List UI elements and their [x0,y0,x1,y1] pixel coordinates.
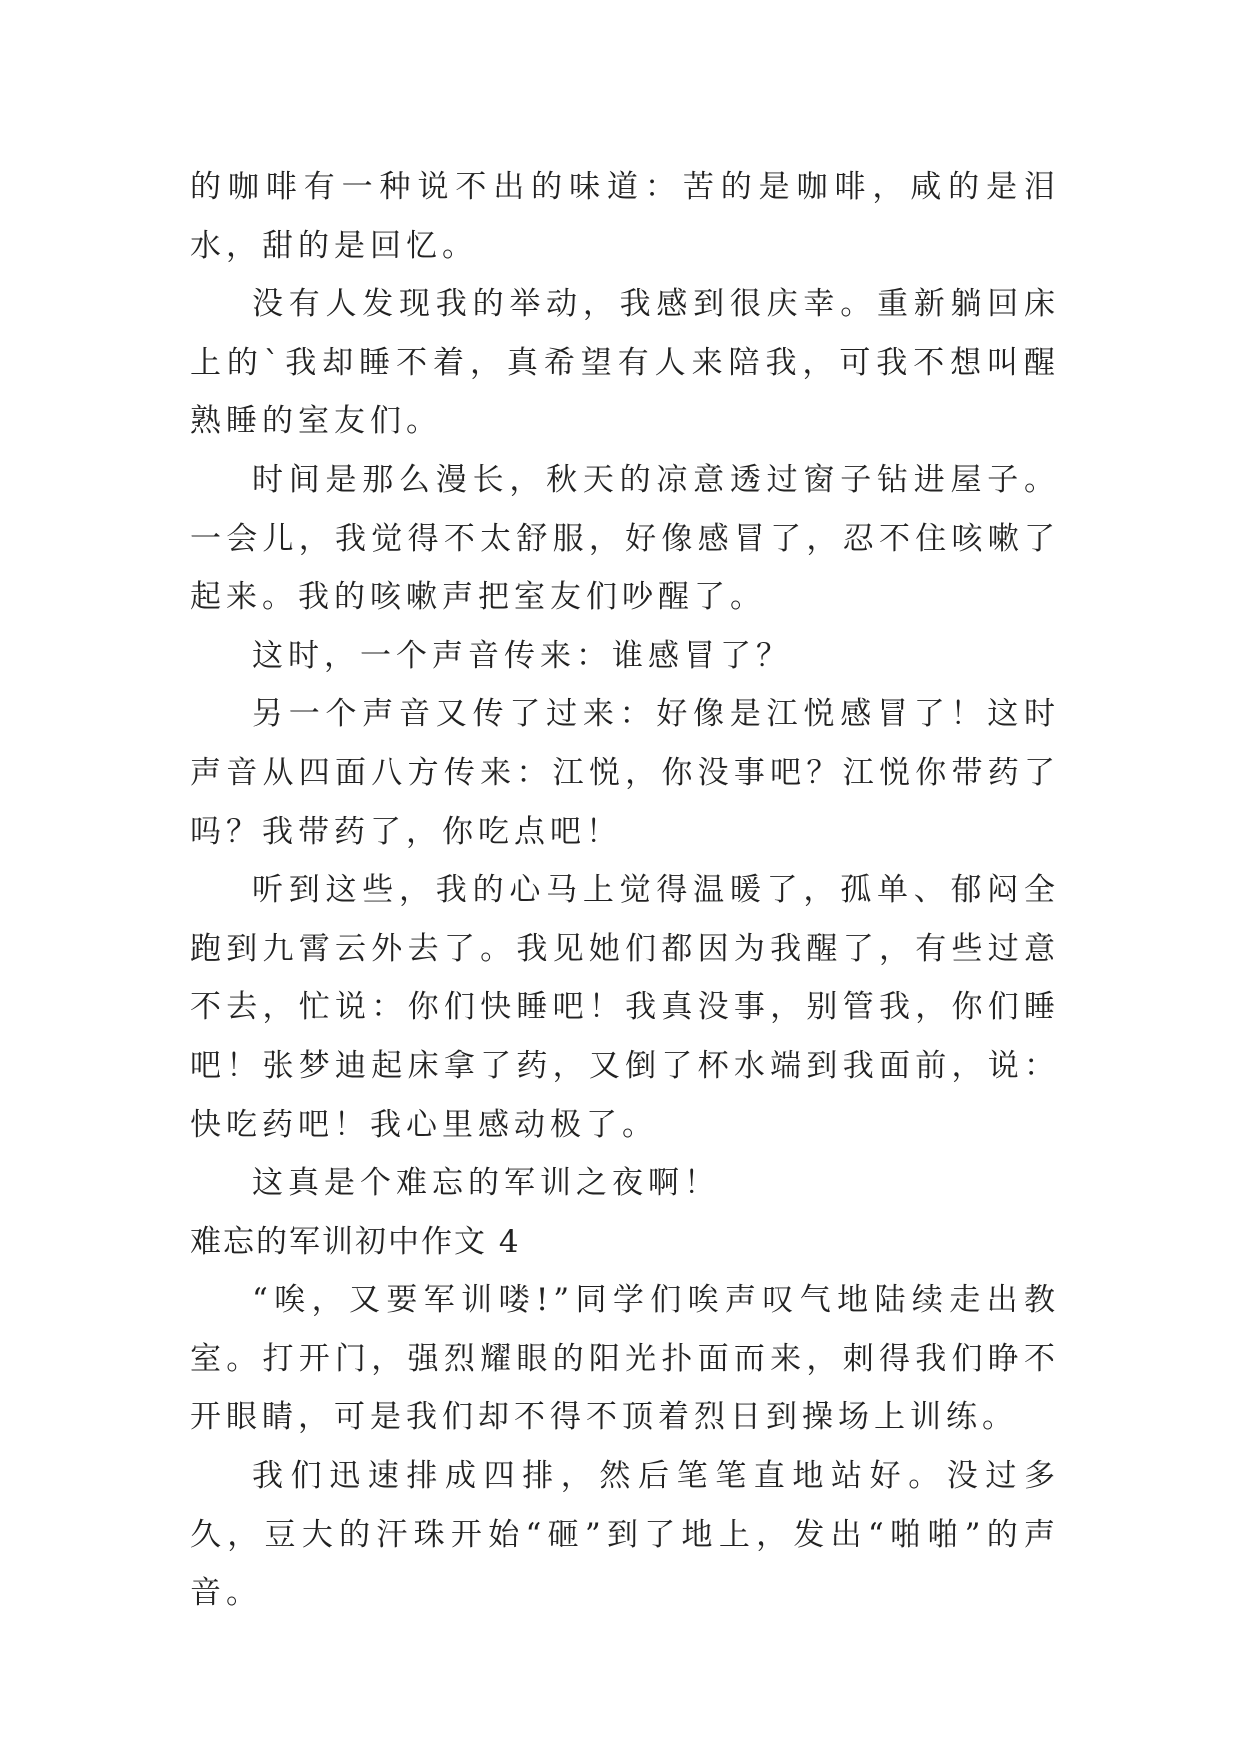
document-body [190,158,1060,1623]
paragraph: 没有人发现我的举动，我感到很庆幸。重新躺回床上的`我却睡不着，真希望有人来陪我，可我不想叫醒熟睡的室友们。 [190,286,1060,440]
paragraph: 这真是个难忘的军训之夜啊！ [252,1165,720,1202]
paragraph-continuation: 的咖啡有一种说不出的味道：苦的是咖啡，咸的是泪水，甜的是回忆。 [190,169,1060,264]
paragraph: 我们迅速排成四排，然后笔笔直地站好。没过多久，豆大的汗珠开始“砸”到了地上，发出“啪啪”的声音。 [190,1458,1060,1612]
section-heading: 难忘的军训初中作文 4 [190,1223,521,1260]
paragraph: 另一个声音又传了过来：好像是江悦感冒了！这时声音从四面八方传来：江悦，你没事吧？江悦你带药了吗？我带药了，你吃点吧！ [190,696,1060,850]
paragraph: 时间是那么漫长，秋天的凉意透过窗子钻进屋子。一会儿，我觉得不太舒服，好像感冒了，忍不住咳嗽了起来。我的咳嗽声把室友们吵醒了。 [190,461,1060,616]
paragraph: “唉，又要军训喽!”同学们唉声叹气地陆续走出教室。打开门，强烈耀眼的阳光扑面而来，刺得我们睁不开眼睛，可是我们却不得不顶着烈日到操场上训练。 [190,1282,1060,1436]
paragraph: 听到这些，我的心马上觉得温暖了，孤单、郁闷全跑到九霄云外去了。我见她们都因为我醒了，有些过意不去，忙说：你们快睡吧！我真没事，别管我，你们睡吧！张梦迪起床拿了药，又倒了杯水端到我面前，说：快吃药吧！我心里感动极了。 [190,872,1060,1143]
paragraph: 这时，一个声音传来：谁感冒了？ [252,637,792,674]
